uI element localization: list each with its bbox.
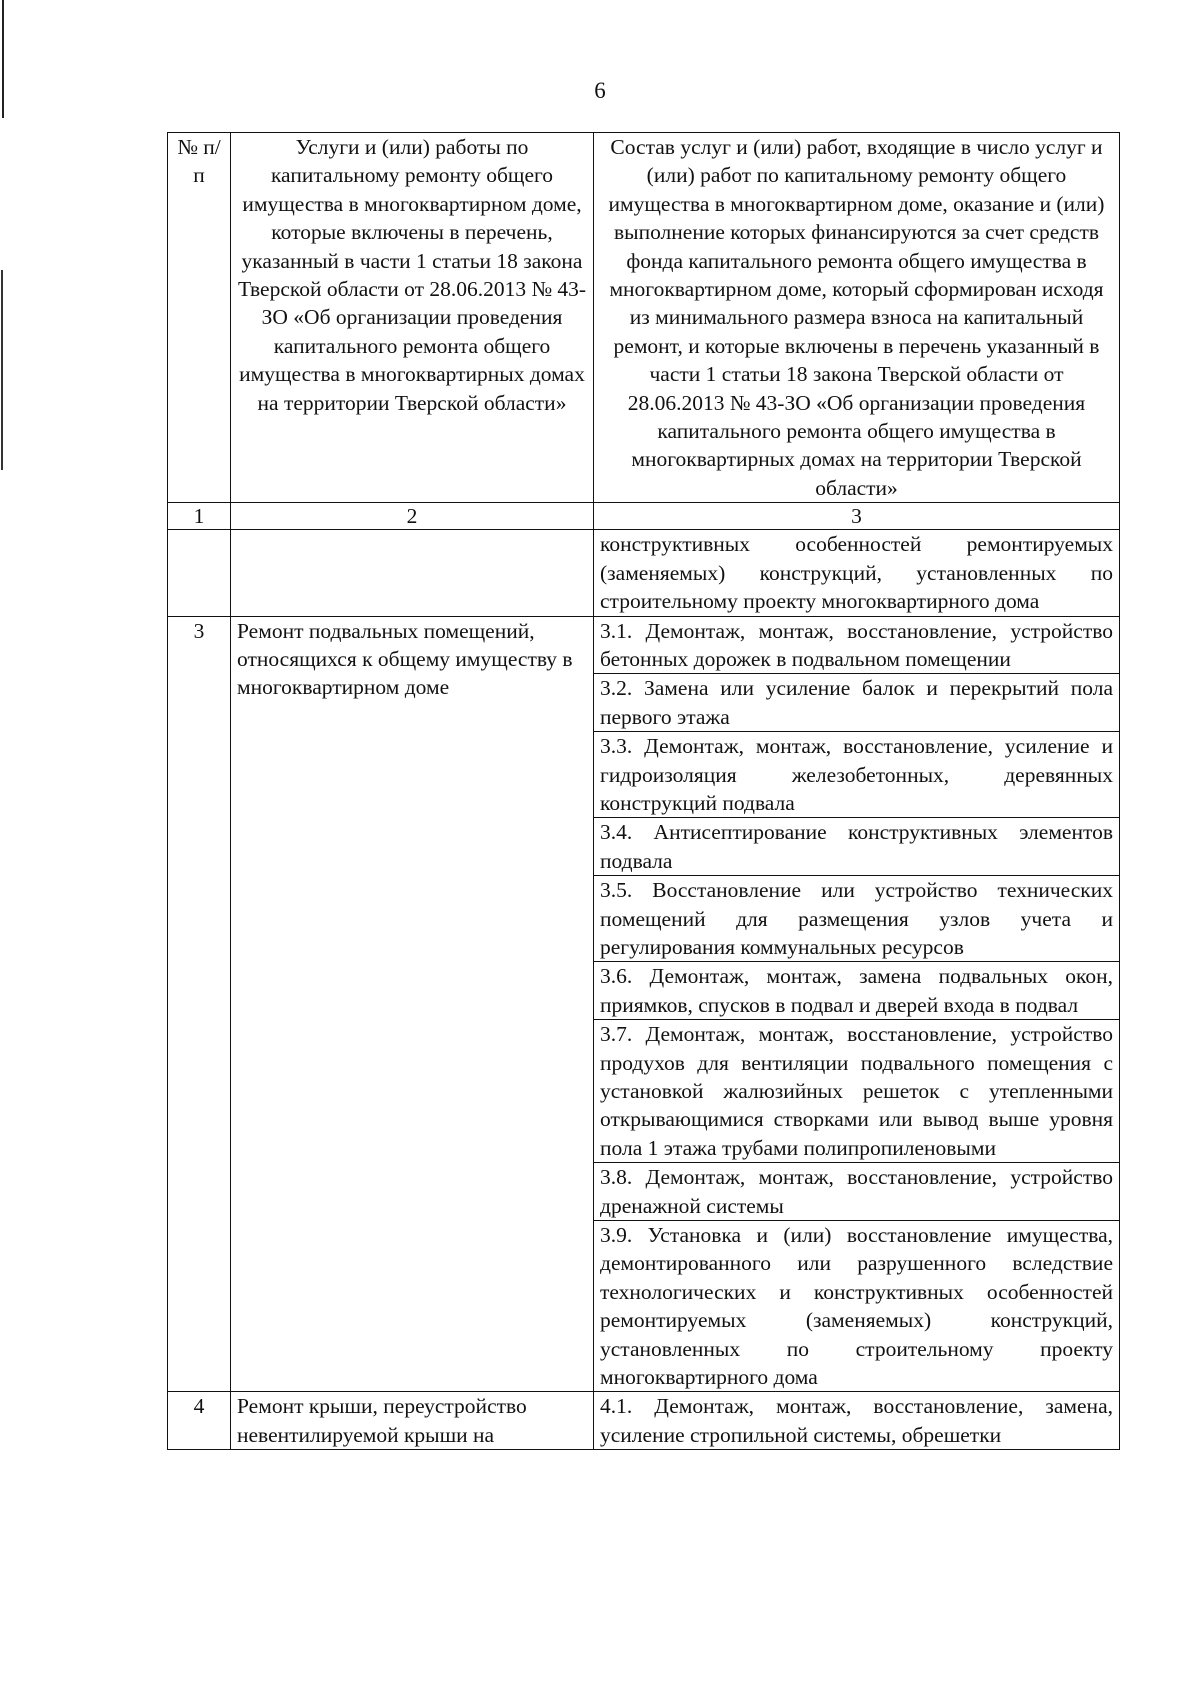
page-number: 6 xyxy=(594,78,606,103)
work-item: 3.5. Восстановление или устройство технических помещений для размещения узлов учета и регулирования коммунальных ресурсов xyxy=(594,876,1120,962)
work-item: 4.1. Демонтаж, монтаж, восстановление, замена, усиление стропильной системы, обрешетки xyxy=(594,1392,1120,1450)
table-row xyxy=(168,1392,1120,1450)
column-numbers-row xyxy=(168,503,1120,530)
empty-cell xyxy=(168,530,231,616)
table-header-row xyxy=(168,133,1120,503)
continuation-row xyxy=(168,530,1120,616)
work-item: 3.2. Замена или усиление балок и перекрытий пола первого этажа xyxy=(594,674,1120,732)
work-item: 3.7. Демонтаж, монтаж, восстановление, устройство продухов для вентиляции подвального помещения с установкой жалюзийных решеток с утепленными открывающимися створками или вывод выше уровня пола 1 этажа трубами полипропиленовыми xyxy=(594,1020,1120,1163)
continuation-text: конструктивных особенностей ремонтируемых (заменяемых) конструкций, установленных по строительному проекту многоквартирного дома xyxy=(594,530,1120,616)
work-item: 3.6. Демонтаж, монтаж, замена подвальных окон, приямков, спусков в подвал и дверей входа в подвал xyxy=(594,962,1120,1020)
works-table xyxy=(167,132,1120,1450)
scan-margin-line xyxy=(1,270,3,470)
header-services-cell: Услуги и (или) работы по капитальному ремонту общего имущества в многоквартирном доме, которые включены в перечень, указанный в части 1 статьи 18 закона Тверской области от 28.06.2013 № 43-ЗО «Об организации проведения капитального ремонта общего имущества в многоквартирных домах на территории Тверской области» xyxy=(231,133,594,503)
work-item: 3.3. Демонтаж, монтаж, восстановление, усиление и гидроизоляция железобетонных, деревянных конструкций подвала xyxy=(594,732,1120,818)
column-number: 2 xyxy=(231,503,594,530)
row-number: 4 xyxy=(168,1392,231,1450)
work-item: 3.8. Демонтаж, монтаж, восстановление, устройство дренажной системы xyxy=(594,1163,1120,1221)
row-number: 3 xyxy=(168,616,231,1392)
column-number: 3 xyxy=(594,503,1120,530)
work-item: 3.9. Установка и (или) восстановление имущества, демонтированного или разрушенного вследствие технологических и конструктивных особенностей ремонтируемых (заменяемых) конструкций, установленных по строительному проекту многоквартирного дома xyxy=(594,1221,1120,1392)
empty-cell xyxy=(231,530,594,616)
header-number-cell: № п/п xyxy=(168,133,231,503)
work-name: Ремонт подвальных помещений, относящихся к общему имуществу в многоквартирном доме xyxy=(231,616,594,1392)
table-row xyxy=(168,616,1120,674)
header-composition-cell: Состав услуг и (или) работ, входящие в число услуг и (или) работ по капитальному ремонту общего имущества в многоквартирном доме, оказание и (или) выполнение которых финансируются за счет средств фонда капитального ремонта общего имущества в многоквартирном доме, который сформирован исходя из минимального размера взноса на капитальный ремонт, и которые включены в перечень указанный в части 1 статьи 18 закона Тверской области от 28.06.2013 № 43-ЗО «Об организации проведения капитального ремонта общего имущества в многоквартирных домах на территории Тверской области» xyxy=(594,133,1120,503)
work-item: 3.1. Демонтаж, монтаж, восстановление, устройство бетонных дорожек в подвальном помещении xyxy=(594,616,1120,674)
column-number: 1 xyxy=(168,503,231,530)
work-item: 3.4. Антисептирование конструктивных элементов подвала xyxy=(594,818,1120,876)
work-name: Ремонт крыши, переустройство невентилируемой крыши на xyxy=(231,1392,594,1450)
